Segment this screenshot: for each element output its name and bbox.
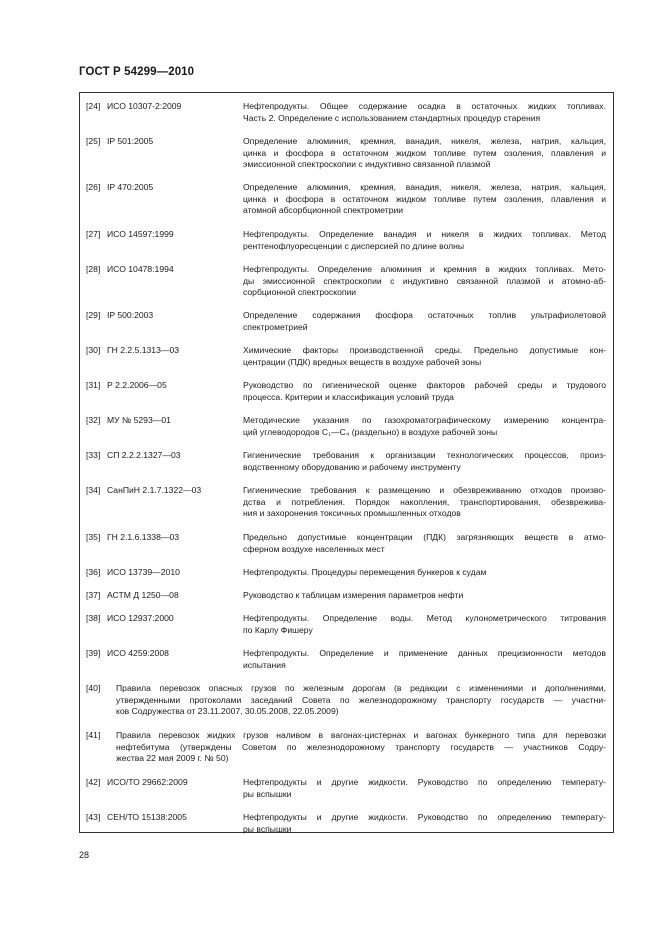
reference-title-line: Нефтепродукты. Определение воды. Метод кулонометрического титрования: [243, 613, 606, 623]
reference-title: [243, 310, 606, 333]
reference-title: [243, 229, 606, 252]
reference-title-line: Руководство к таблицам измерения параметров нефти: [243, 590, 464, 600]
reference-title-line: эмиссионной спектроскопии с индуктивно связанной плазмой: [243, 159, 491, 169]
reference-title-line: Часть 2. Определение с использованием стандартных процедур старения: [243, 112, 541, 123]
reference-number: [42]: [86, 777, 101, 787]
reference-title-line: Определение алюминия, кремния, ванадия, никеля, железа, натрия, кальция,: [243, 136, 606, 146]
reference-title-line: ния и захоронения токсичных промышленных отходов: [243, 508, 461, 518]
reference-title-line: цинка и фосфора в остаточном жидком топливе путем озоления, плавления и: [243, 193, 606, 204]
reference-title-line: Определение содержания фосфора остаточных топлив ультрафиолетовой: [243, 310, 606, 320]
reference-number: [38]: [86, 613, 101, 623]
reference-title-line: центрации (ПДК) вредных веществ в воздухе рабочей зоны: [243, 356, 482, 367]
reference-number: [27]: [86, 229, 101, 239]
reference-title-line: Нефтепродукты. Общее содержание осадка в остаточных жидких топливах.: [243, 101, 606, 111]
reference-title-line: испытания: [243, 659, 286, 670]
reference-title-line: рентгенофлуоресценции с дисперсией по длине волны: [243, 240, 465, 251]
reference-title-line: ды эмиссионной спектроскопии с индуктивно связанной плазмой и атомно-аб-: [243, 275, 606, 286]
reference-number: [41]: [86, 730, 101, 740]
reference-number: [39]: [86, 648, 101, 658]
bibliography-frame: [79, 92, 614, 833]
reference-title: [243, 182, 606, 217]
reference-title-line: жества 22 мая 2009 г. № 50): [116, 753, 229, 763]
reference-code: СЕН/ТО 15138:2005: [107, 812, 187, 822]
reference-title-line: цинка и фосфора в остаточном жидком топливе путем озоления, плавления и: [243, 147, 606, 158]
reference-code: СанПиН 2.1.7.1322—03: [107, 485, 202, 495]
reference-title: [243, 264, 606, 299]
reference-title: [243, 648, 606, 671]
reference-number: [43]: [86, 812, 101, 822]
reference-title-line: Методические указания по газохроматографическому измерению концентра-: [243, 415, 606, 425]
reference-number: [36]: [86, 567, 101, 577]
reference-title: [243, 777, 606, 800]
reference-title: [243, 812, 606, 835]
reference-title-line: водственному оборудованию и рабочему инструменту: [243, 461, 461, 472]
reference-title: [243, 345, 606, 368]
reference-title: [243, 415, 606, 438]
reference-title-line: процесса. Критерии и классификация условий труда: [243, 391, 454, 402]
reference-number: [33]: [86, 450, 101, 460]
reference-title-line: Химические факторы производственной среды. Предельно допустимые кон-: [243, 345, 606, 355]
reference-number: [26]: [86, 182, 101, 192]
reference-code: ИСО 10478:1994: [107, 264, 174, 274]
reference-title-line: Правила перевозок опасных грузов по железным дорогам (в редакции с изменениями и дополнениями,: [116, 683, 606, 693]
reference-title-line: утвержденными протоколами заседаний Совета по железнодорожному транспорту государств — участни-: [116, 694, 606, 705]
reference-title-line: ций углеводородов C₁—C₄ (раздельно) в воздухе рабочей зоны: [243, 426, 498, 437]
reference-title-line: ков Содружества от 23.11.2007, 30.05.2008, 22.05.2009): [116, 706, 339, 716]
reference-title: [243, 136, 606, 171]
reference-title-line: Нефтепродукты и другие жидкости. Руководство по определению температу-: [243, 777, 606, 787]
reference-code: IP 470:2005: [107, 182, 154, 192]
reference-title-line: атомной абсорбционной спектрометрии: [243, 205, 404, 215]
reference-code: МУ № 5293—01: [107, 415, 171, 425]
reference-number: [32]: [86, 415, 101, 425]
reference-number: [35]: [86, 532, 101, 542]
reference-title-line: Определение алюминия, кремния, ванадия, никеля, железа, натрия, кальция,: [243, 182, 606, 192]
reference-title: [243, 380, 606, 403]
reference-title-line: Правила перевозок жидких грузов наливом в вагонах-цистернах и вагонах бункерного типа для перевозки: [116, 730, 606, 740]
reference-title-line: Предельно допустимые концентрации (ПДК) загрязняющих веществ в атмо-: [243, 532, 606, 542]
reference-code: IP 501:2005: [107, 136, 154, 146]
reference-code: СП 2.2.2.1327—03: [107, 450, 181, 460]
reference-title-line: Нефтепродукты и другие жидкости. Руководство по определению температу-: [243, 812, 606, 822]
reference-title-line: ры вспышки: [243, 823, 292, 834]
reference-code: АСТМ Д 1250—08: [107, 590, 179, 600]
reference-title-line: Нефтепродукты. Определение и применение данных прецизионности методов: [243, 648, 606, 658]
reference-code: ИСО 4259:2008: [107, 648, 169, 658]
reference-code: ИСО 13739—2010: [107, 567, 180, 577]
reference-title: [243, 532, 606, 555]
reference-title-line: сферном воздухе населенных мест: [243, 543, 385, 554]
reference-title: [243, 590, 606, 602]
reference-title: [243, 450, 606, 473]
document-header: ГОСТ Р 54299—2010: [79, 66, 195, 78]
reference-title-line: дства и потребления. Порядок накопления, транспортирования, обезврежива-: [243, 496, 606, 507]
reference-title-line: Нефтепродукты. Определение ванадия и никеля в жидких топливах. Метод: [243, 229, 606, 239]
reference-title: [243, 485, 606, 520]
reference-code: ИСО 10307-2:2009: [107, 101, 182, 111]
reference-title-line: нефтебитума (утверждены Советом по железнодорожному транспорту государств — участников Содру-: [116, 741, 606, 752]
reference-title-line: по Карлу Фишеру: [243, 624, 313, 635]
reference-code: IP 500:2003: [107, 310, 154, 320]
reference-number: [31]: [86, 380, 101, 390]
reference-number: [25]: [86, 136, 101, 146]
reference-code: ИСО 14597:1999: [107, 229, 174, 239]
reference-code: ИСО 12937:2000: [107, 613, 174, 623]
reference-title-line: Нефтепродукты. Определение алюминия и кремния в жидких топливах. Мето-: [243, 264, 606, 274]
reference-number: [29]: [86, 310, 101, 320]
reference-number: [24]: [86, 101, 101, 111]
reference-code: ГН 2.1.6.1338—03: [107, 532, 180, 542]
reference-title: [116, 730, 606, 765]
reference-title: [243, 613, 606, 636]
reference-title: [116, 683, 606, 718]
reference-code: ГН 2.2.5.1313—03: [107, 345, 180, 355]
reference-title-line: Гигиенические требования к размещению и обезвреживанию отходов произво-: [243, 485, 606, 495]
reference-title-line: ры вспышки: [243, 788, 292, 799]
reference-number: [40]: [86, 683, 101, 693]
reference-title-line: спектрометрией: [243, 321, 308, 332]
reference-title: [243, 101, 606, 124]
reference-code: Р 2.2.2006—05: [107, 380, 167, 390]
reference-title-line: Гигиенические требования к организации технологических процессов, произ-: [243, 450, 606, 460]
reference-title-line: Нефтепродукты. Процедуры перемещения бункеров к судам: [243, 567, 487, 577]
reference-code: ИСО/ТО 29662:2009: [107, 777, 188, 787]
reference-title: [243, 567, 606, 579]
reference-number: [28]: [86, 264, 101, 274]
reference-title-line: Руководство по гигиенической оценке факторов рабочей среды и трудового: [243, 380, 606, 390]
page-number: 28: [79, 850, 90, 860]
reference-number: [30]: [86, 345, 101, 355]
reference-number: [37]: [86, 590, 101, 600]
reference-title-line: сорбционной спектроскопии: [243, 287, 357, 297]
reference-number: [34]: [86, 485, 101, 495]
